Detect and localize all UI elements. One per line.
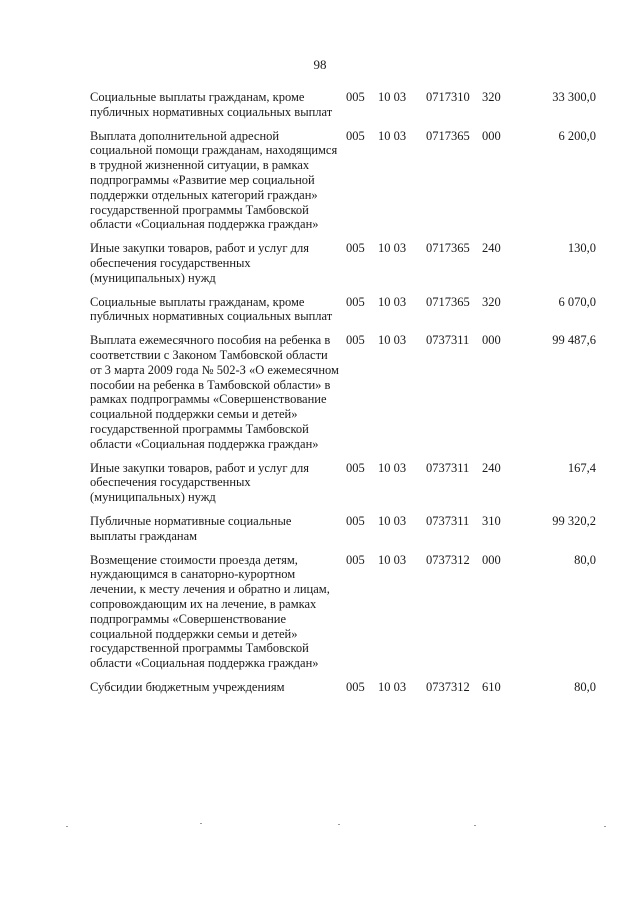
row-expense-type-code: 240 (482, 460, 501, 475)
row-target-code: 0717310 (426, 90, 470, 104)
row-name: Выплата ежемесячного пособия на ребенка в соответствии с Законом Тамбовской области от 3 марта 2009 года № 502-З «О ежемесячном пособии на ребенка в Тамбовской области» в рамках подпрограммы «Совершенствование социальной поддержки семьи и детей» государственной программы Тамбовской области «Социальная поддержка граждан» (90, 333, 339, 451)
row-expense-type-code: 000 (482, 333, 501, 348)
table-row (90, 129, 596, 242)
row-section-code: 10 03 (378, 241, 407, 256)
table-row (90, 553, 596, 680)
scan-speck (474, 825, 476, 826)
row-expense-type-code: 000 (482, 128, 501, 143)
table-row (90, 241, 596, 294)
page-number: 98 (313, 57, 327, 72)
row-grbs-code: 005 (346, 294, 365, 309)
table-row (90, 295, 596, 334)
row-target-code: 0737312 (426, 679, 470, 694)
row-grbs-code: 005 (346, 679, 365, 694)
row-amount: 99 487,6 (552, 333, 596, 348)
budget-table-body (90, 90, 596, 704)
row-expense-type-code: 310 (482, 513, 501, 528)
row-amount: 6 200,0 (558, 128, 596, 143)
row-target-code: 0737312 (426, 552, 470, 567)
scan-speck (66, 826, 68, 827)
row-grbs-code: 005 (346, 90, 365, 104)
row-name: Возмещение стоимости проезда детям, нуждающимся в санаторно-курортном лечении, к месту лечения и обратно и лицам, сопровождающим их на лечение, в рамках подпрограммы «Совершенствование социальной поддержки семьи и детей» государственной программы Тамбовской области «Социальная поддержка граждан» (90, 552, 330, 671)
row-name: Социальные выплаты гражданам, кроме публичных нормативных социальных выплат (90, 294, 333, 324)
row-target-code: 0717365 (426, 294, 470, 309)
row-name: Социальные выплаты гражданам, кроме публичных нормативных социальных выплат (90, 90, 333, 119)
row-expense-type-code: 610 (482, 679, 501, 694)
row-name: Публичные нормативные социальные выплаты гражданам (90, 513, 292, 543)
row-name: Иные закупки товаров, работ и услуг для обеспечения государственных (муниципальных) нужд (90, 460, 310, 505)
table-row (90, 680, 596, 704)
row-target-code: 0737311 (426, 460, 470, 475)
row-target-code: 0737311 (426, 333, 470, 348)
row-section-code: 10 03 (378, 90, 407, 104)
row-section-code: 10 03 (378, 552, 407, 567)
row-section-code: 10 03 (378, 513, 407, 528)
row-target-code: 0737311 (426, 513, 470, 528)
table-row (90, 461, 596, 514)
row-grbs-code: 005 (346, 460, 365, 475)
row-grbs-code: 005 (346, 241, 365, 256)
row-expense-type-code: 240 (482, 241, 501, 256)
budget-table (90, 90, 596, 704)
row-name: Субсидии бюджетным учреждениям (90, 679, 285, 694)
row-expense-type-code: 320 (482, 294, 501, 309)
row-amount: 80,0 (574, 679, 596, 694)
scan-speck (604, 826, 606, 827)
row-section-code: 10 03 (378, 333, 407, 348)
scan-speck (200, 823, 202, 824)
row-name: Иные закупки товаров, работ и услуг для обеспечения государственных (муниципальных) нужд (90, 241, 310, 285)
row-section-code: 10 03 (378, 294, 407, 309)
table-row (90, 514, 596, 553)
row-amount: 167,4 (567, 460, 596, 475)
row-target-code: 0717365 (426, 241, 470, 256)
row-grbs-code: 005 (346, 552, 365, 567)
row-amount: 33 300,0 (552, 90, 596, 104)
table-row (90, 90, 596, 129)
row-amount: 6 070,0 (558, 294, 596, 309)
scan-speck (338, 824, 340, 825)
row-grbs-code: 005 (346, 128, 365, 143)
row-section-code: 10 03 (378, 460, 407, 475)
row-target-code: 0717365 (426, 128, 470, 143)
row-section-code: 10 03 (378, 128, 407, 143)
row-grbs-code: 005 (346, 513, 365, 528)
row-expense-type-code: 000 (482, 552, 501, 567)
row-amount: 80,0 (574, 552, 596, 567)
row-section-code: 10 03 (378, 679, 407, 694)
row-amount: 130,0 (567, 241, 596, 256)
row-expense-type-code: 320 (482, 90, 501, 104)
row-grbs-code: 005 (346, 333, 365, 348)
row-amount: 99 320,2 (552, 513, 596, 528)
row-name: Выплата дополнительной адресной социальной помощи гражданам, находящимся в трудной жизненной ситуации, в рамках подпрограммы «Развитие мер социальной поддержки отдельных категорий граждан» государственной программы Тамбовской области «Социальная поддержка граждан» (90, 128, 338, 232)
table-row (90, 333, 596, 460)
